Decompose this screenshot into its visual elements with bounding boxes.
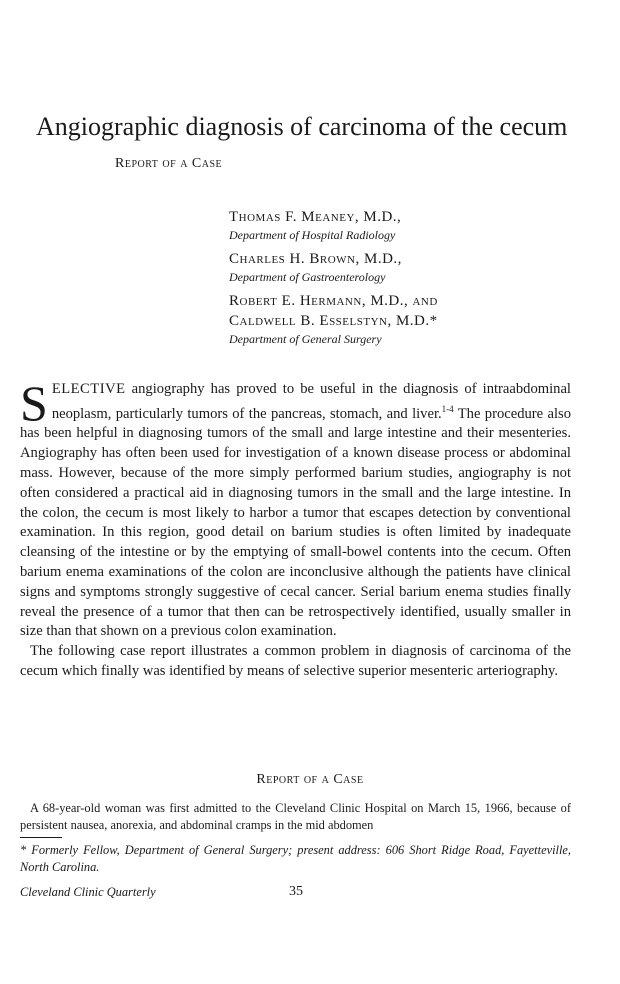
paragraph-text: The procedure also has been helpful in diagnosing tumors of the small and large intestine and their mesenteries. Angiography has often been used for investigation of a known disease process or abdominal mass. However, because of the more simply performed barium studies, angiography is not often considered a practical aid in diagnosing tumors in the small and the large intestine. In the colon, the cecum is most likely to harbor a tumor that escapes detection by conventional examination. In this region, good detail on barium studies is often limited by inadequate cleansing of the intestine or by the emptying of small-bowel contents into the cecum. Often barium enema examinations of the colon are inconclusive although the patients have clinical signs and symptoms strongly suggestive of cecal cancer. Serial barium enema studies finally reveal the presence of a tumor that then can be retrospectively identified, usually smaller in size than that shown on a previous colon examination. bbox=[20, 405, 571, 640]
author-name: Caldwell B. Esselstyn, M.D.* bbox=[229, 313, 438, 329]
journal-name: Cleveland Clinic Quarterly bbox=[20, 885, 156, 899]
article-title: Angiographic diagnosis of carcinoma of the cecum bbox=[36, 112, 568, 141]
footnote: * Formerly Fellow, Department of General Surgery; present address: 606 Short Ridge Road, Fayetteville, North Carolina. bbox=[20, 843, 571, 874]
reference-marker: 1-4 bbox=[441, 403, 454, 414]
lead-in-words: ELECTIVE bbox=[51, 381, 126, 397]
intro-paragraph bbox=[20, 375, 571, 642]
author-department: Department of Hospital Radiology bbox=[229, 228, 396, 242]
case-paragraph: A 68-year-old woman was first admitted to the Cleveland Clinic Hospital on March 15, 1966, because of persistent nausea, anorexia, and abdominal cramps in the mid abdomen bbox=[20, 801, 571, 832]
article-subtitle: Report of a Case bbox=[115, 156, 223, 171]
author-name: Robert E. Hermann, M.D., and bbox=[229, 293, 438, 309]
author-department: Department of Gastroenterology bbox=[229, 270, 386, 284]
article-body bbox=[20, 375, 571, 682]
author-list bbox=[229, 207, 589, 353]
footnote-divider bbox=[20, 837, 62, 838]
author-name: Thomas F. Meaney, M.D., bbox=[229, 209, 402, 225]
author-department: Department of General Surgery bbox=[229, 332, 382, 346]
drop-cap: S bbox=[20, 375, 48, 431]
paragraph: The following case report illustrates a common problem in diagnosis of carcinoma of the cecum which finally was identified by means of selective superior mesenteric arteriography. bbox=[20, 643, 571, 680]
paragraph-text: angiography has proved to be useful in the diagnosis of intraabdominal neoplasm, particularly tumors of the pancreas, stomach, and liver. bbox=[51, 381, 571, 422]
section-heading: Report of a Case bbox=[256, 772, 364, 787]
page-number: 35 bbox=[289, 884, 303, 899]
author-name: Charles H. Brown, M.D., bbox=[229, 251, 402, 267]
